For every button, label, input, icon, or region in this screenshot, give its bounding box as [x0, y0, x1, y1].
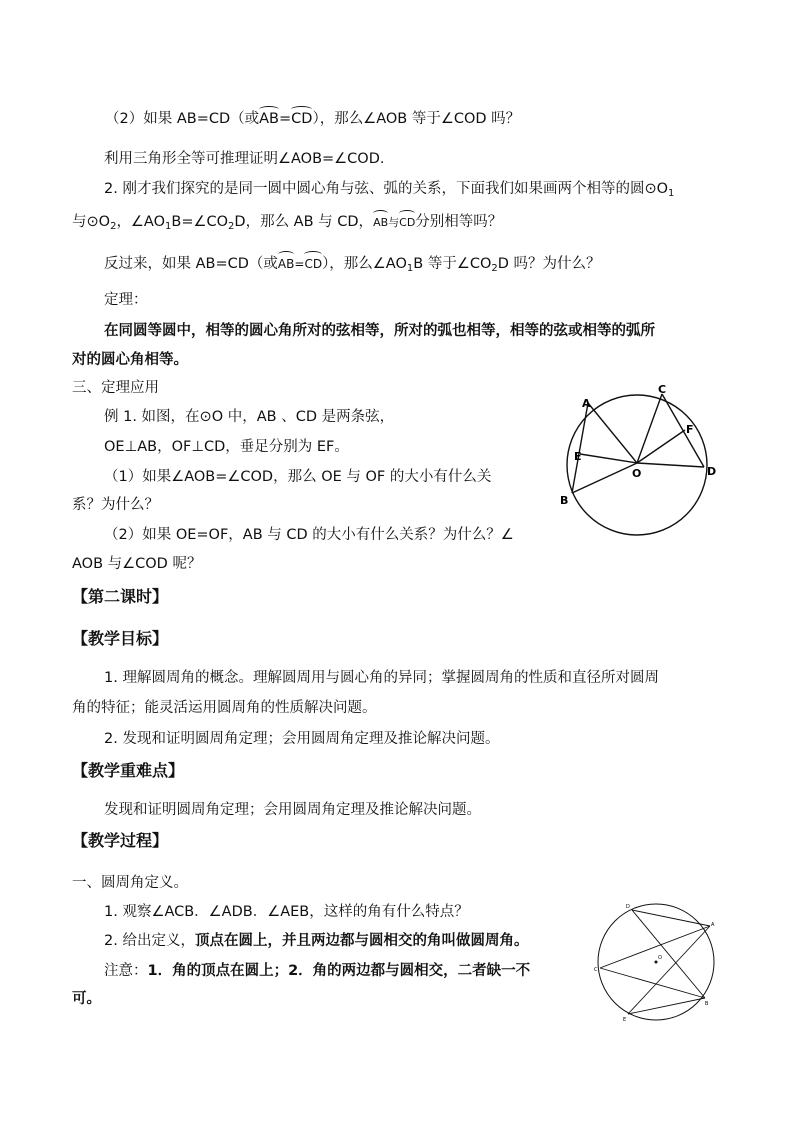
note-line1 — [104, 961, 530, 981]
segment-of — [637, 430, 685, 463]
paragraph-converse — [104, 254, 601, 274]
example1-q1-line2: 系？为什么？ — [72, 497, 159, 513]
text: 2. 刚才我们探究的是同一圆中圆心角与弦、弧的关系，下面我们如果画两个相等的圆⊙O — [104, 181, 669, 197]
heading-teaching-process: 【教学过程】 — [72, 831, 169, 850]
paragraph-proof-note: 利用三角形全等可推理证明∠AOB=∠COD. — [104, 151, 385, 167]
arc-label: AB — [259, 111, 280, 127]
text: B 等于∠CO — [413, 256, 492, 272]
label-b: B — [705, 1001, 709, 1007]
figure-inscribed-angles — [590, 898, 725, 1026]
goal-1-line2: 角的特征；能灵活运用圆周角的性质解决问题。 — [72, 700, 377, 716]
arc-label: CD — [399, 216, 416, 229]
line-c-b — [600, 968, 705, 998]
theorem-text-line2: 对的圆心角相等。 — [72, 352, 188, 368]
label-e: E — [574, 450, 582, 463]
example1-line1: 例 1. 如图，在⊙O 中，AB 、CD 是两条弦， — [104, 409, 395, 425]
text: 反过来，如果 AB=CD（或 — [104, 256, 278, 272]
example1-q2-line2: AOB 与∠COD 呢？ — [72, 556, 202, 572]
arc-label: CD — [304, 257, 323, 271]
label-d: D — [626, 904, 630, 910]
label-d: D — [707, 465, 717, 478]
subscript: 2 — [491, 263, 498, 274]
text: 分别相等吗？ — [415, 214, 503, 230]
text: （2）如果 AB=CD（或 — [105, 111, 260, 127]
figure-circle-chords — [552, 380, 727, 540]
definition-text: 顶点在圆上，并且两边都与圆相交的角叫做圆周角。 — [194, 933, 529, 949]
subscript: 1 — [668, 188, 675, 199]
circle-o — [567, 395, 707, 535]
label-c: C — [658, 383, 667, 396]
text: 2. 给出定义， — [104, 933, 195, 949]
subscript: 1 — [406, 263, 414, 274]
label-e: E — [623, 1017, 627, 1023]
theorem-text-line1: 在同圆等圆中，相等的圆心角所对的弦相等，所对的弧也相等，相等的弦或相等的弧所 — [104, 323, 655, 339]
label-a: A — [582, 397, 591, 410]
subscript: 1 — [165, 221, 172, 232]
key-difficulties-text: 发现和证明圆周角定理；会用圆周角定理及推论解决问题。 — [104, 802, 481, 818]
arc-ab — [278, 254, 294, 274]
example1-q1-line1: （1）如果∠AOB=∠COD，那么 OE 与 OF 的大小有什么关 — [104, 469, 492, 485]
heading-second-lesson: 【第二课时】 — [72, 587, 169, 606]
arc-ab — [373, 213, 388, 233]
heading-key-difficulties: 【教学重难点】 — [72, 761, 185, 780]
section-theorem-application: 三、定理应用 — [72, 380, 159, 396]
label-c: C — [594, 967, 598, 973]
text: ，∠AO — [116, 214, 166, 230]
arc-label: CD — [291, 111, 313, 127]
text: = — [279, 111, 292, 127]
label-a: A — [711, 922, 715, 928]
note-text: 1．角的顶点在圆上；2．角的两边都与圆相交，二者缺一不 — [147, 963, 531, 979]
text: ），那么∠AOB 等于∠COD 吗？ — [312, 111, 521, 127]
arc-label: AB — [277, 257, 295, 271]
chord-ab — [572, 403, 588, 493]
subscript: 2 — [228, 221, 235, 232]
segment-oe — [580, 454, 637, 463]
label-f: F — [686, 423, 694, 436]
radius-oc — [637, 394, 662, 463]
step-1-observe: 1. 观察∠ACB．∠ADB．∠AEB，这样的角有什么特点？ — [104, 904, 469, 920]
label-o: O — [632, 467, 642, 480]
arc-cd — [291, 109, 312, 129]
section-inscribed-angle-def: 一、圆周角定义。 — [72, 875, 188, 891]
text: = — [294, 257, 305, 271]
text: B=∠CO — [171, 214, 229, 230]
arc-label: AB — [373, 216, 389, 229]
example1-q2-line1: （2）如果 OE=OF，AB 与 CD 的大小有什么关系？为什么？∠ — [104, 527, 514, 543]
label-o: O — [658, 955, 662, 961]
paragraph-two-circles-a — [104, 179, 674, 199]
goal-2: 2. 发现和证明圆周角定理；会用圆周角定理及推论解决问题。 — [104, 731, 500, 747]
text: ），那么∠AO — [322, 256, 407, 272]
paragraph-two-circles-b — [72, 212, 502, 233]
radius-od — [637, 463, 704, 467]
text: 注意： — [104, 963, 148, 979]
line-d-b — [632, 910, 705, 998]
label-b: B — [560, 494, 569, 507]
step-2-definition — [104, 931, 528, 951]
heading-teaching-goals: 【教学目标】 — [72, 629, 169, 648]
text: 与⊙O — [72, 214, 111, 230]
example1-line2: OE⊥AB，OF⊥CD，垂足分别为 EF。 — [104, 439, 349, 455]
text: 与 — [388, 216, 400, 229]
radius-oa — [588, 403, 637, 463]
text: D 吗？为什么？ — [497, 256, 601, 272]
arc-ab — [259, 109, 279, 129]
arc-cd — [399, 213, 415, 233]
text: D，那么 AB 与 CD， — [234, 214, 374, 230]
subscript: 2 — [110, 221, 117, 232]
paragraph-question-2 — [105, 109, 520, 129]
note-line2: 可。 — [72, 991, 101, 1007]
theorem-label: 定理： — [104, 292, 148, 308]
radius-ob — [572, 463, 637, 493]
arc-cd — [304, 254, 322, 274]
goal-1-line1: 1. 理解圆周角的概念。理解圆周用与圆心角的异同；掌握圆周角的性质和直径所对圆周 — [104, 670, 659, 686]
line-e-a — [628, 926, 710, 1014]
